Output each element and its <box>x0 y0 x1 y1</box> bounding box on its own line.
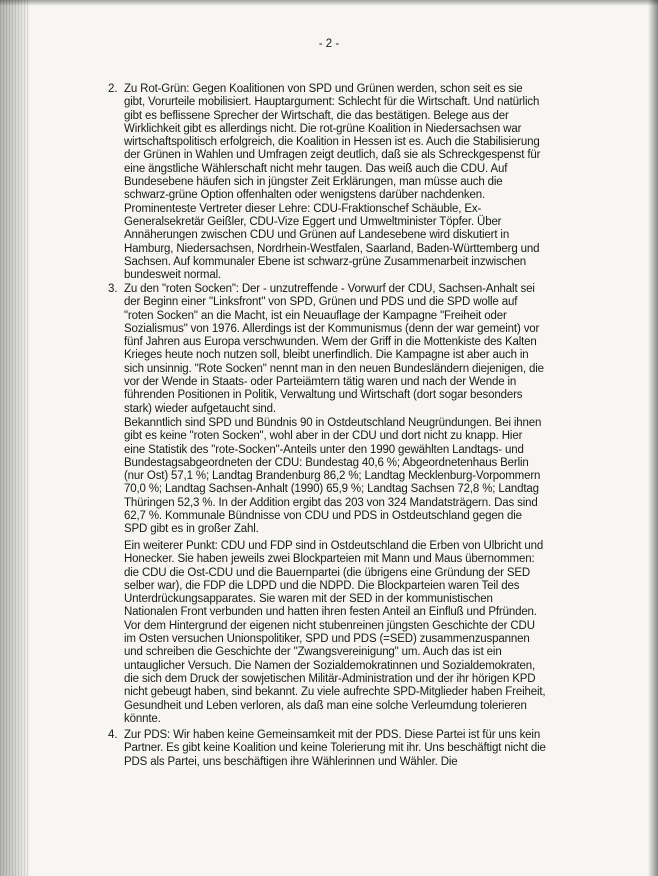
scan-edge-top <box>0 0 658 6</box>
paragraph-rot-gruen: Zu Rot-Grün: Gegen Koalitionen von SPD und Grünen werden, schon seit es sie gibt, Vorurteile mobilisiert. Hauptargument: Schlecht für die Wirtschaft. Und natürlich gibt es beflissene Sprecher der Wirtschaft, die das bestätigen. Belege aus der Wirklichkeit gibt es allerdings nicht. Die rot-grüne Koalition in Niedersachsen war wirtschaftspolitisch erfolgreich, die Koalition in Hessen ist es. Auch die Stabilisierung der Grünen in Wahlen und Umfragen zeigt deutlich, daß sie als Schreckgespenst für eine ängstliche Wählerschaft nicht mehr taugen. Das weiß auch die CDU. Auf Bundesebene häufen sich in jüngster Zeit Erklärungen, man müsse auch die schwarz-grüne Option offenhalten oder wenigstens darüber nachdenken. Prominenteste Vertreter dieser Lehre: CDU-Fraktionschef Schäuble, Ex-Generalsekretär Geißler, CDU-Vize Eggert und Umweltminister Töpfer. Über Annäherungen zwischen CDU und Grünen auf Landesebene wird diskutiert in Hamburg, Niedersachsen, Nordrhein-Westfalen, Saarland, Baden-Württemberg und Sachsen. Auf kommunaler Ebene ist schwarz-grüne Zusammenarbeit inzwischen bundesweit normal. <box>124 83 541 282</box>
subparagraph-statistik <box>124 417 546 537</box>
item-number: 4. <box>108 729 118 741</box>
item-number: 2. <box>108 83 118 95</box>
paragraph-blockparteien: Ein weiterer Punkt: CDU und FDP sind in Ostdeutschland die Erben von Ulbricht und Honecker. Sie haben jeweils zwei Blockparteien mit Mann und Maus übernommen: die CDU die Ost-CDU und die Bauernpartei (die übrigens eine Gründung der SED selber war), die FDP die LDPD und die NDPD. Die Blockparteien waren Teil des Unterdrückungsapparates. Sie waren mit der SED in der kommunistischen Nationalen Front verbunden und hatten ihren festen Anteil an Einfluß und Pfründen. Vor dem Hintergrund der eigenen nicht stubenreinen jüngsten Geschichte der CDU im Osten versuchen Unionspolitiker, SPD und PDS (=SED) zusammenzuspannen und schreiben die Geschichte der "Zwangsvereinigung" um. Auch das ist ein untauglicher Versuch. Die Namen der Sozialdemokratinnen und Sozialdemokraten, die sich dem Druck der sowjetischen Militär-Administration und der ihr hörigen KPD nicht gebeugt haben, sind bekannt. Zu viele aufrechte SPD-Mitglieder haben Freiheit, Gesundheit und Leben verloren, als daß man eine solche Verleumdung tolerieren könnte. <box>124 540 546 725</box>
scan-edge-right <box>648 0 658 876</box>
item-number: 3. <box>108 283 118 295</box>
scan-edge-left <box>0 0 30 876</box>
subparagraph-blockparteien <box>124 540 546 726</box>
page-number: - 2 - <box>318 38 340 50</box>
paragraph-pds: Zur PDS: Wir haben keine Gemeinsamkeit mit der PDS. Diese Partei ist für uns kein Partner. Es gibt keine Koalition und keine Tolerierung mit ihr. Uns beschäftigt nicht die PDS als Partei, uns beschäftigen ihre Wählerinnen und Wähler. Die <box>124 729 546 768</box>
list-item-2 <box>110 83 550 282</box>
paragraph-statistik: Bekanntlich sind SPD und Bündnis 90 in Ostdeutschland Neugründungen. Bei ihnen gibt es keine "roten Socken", wohl aber in der CDU und dort nicht zu knapp. Hier eine Statistik des "rote-Socken"-Anteils unter den 1990 gewählten Landtags- und Bundestagsabgeordneten der CDU: Bundestag 40,6 %; Abgeordnetenhaus Berlin (nur Ost) 57,1 %; Landtag Brandenburg 86,2 %; Landtag Mecklenburg-Vorpommern 70,0 %; Landtag Sachsen-Anhalt (1990) 65,9 %; Landtag Sachsen 72,8 %; Landtag Thüringen 52,3 %. In der Addition ergibt das 203 von 324 Mandatsträgern. Das sind 62,7 %. Kommunale Bündnisse von CDU und PDS in Ostdeutschland gegen die SPD gibt es in großer Zahl. <box>124 417 542 536</box>
list-item-3 <box>110 283 550 416</box>
paragraph-rote-socken: Zu den "roten Socken": Der - unzutreffende - Vorwurf der CDU, Sachsen-Anhalt sei der Beginn einer "Linksfront" von SPD, Grünen und PDS und die SPD wolle auf "roten Socken" an die Macht, ist ein Neuauflage der Kampagne "Freiheit oder Sozialismus" von 1976. Allerdings ist der Kommunismus (denn der war gemeint) vor fünf Jahren aus Europa verschwunden. Wem der Griff in die Mottenkiste des Kalten Krieges heute noch nutzen soll, bleibt unerfindlich. Die Kampagne ist aber auch in sich unsinnig. "Rote Socken" nennt man in den neuen Bundesländern diejenigen, die vor der Wende in Staats- oder Parteiämtern tätig waren und nach der Wende in führenden Positionen in Politik, Verwaltung und Wirtschaft (dort sogar besonders stark) wieder aufgetaucht sind. <box>124 283 544 415</box>
list-item-4 <box>110 729 550 769</box>
